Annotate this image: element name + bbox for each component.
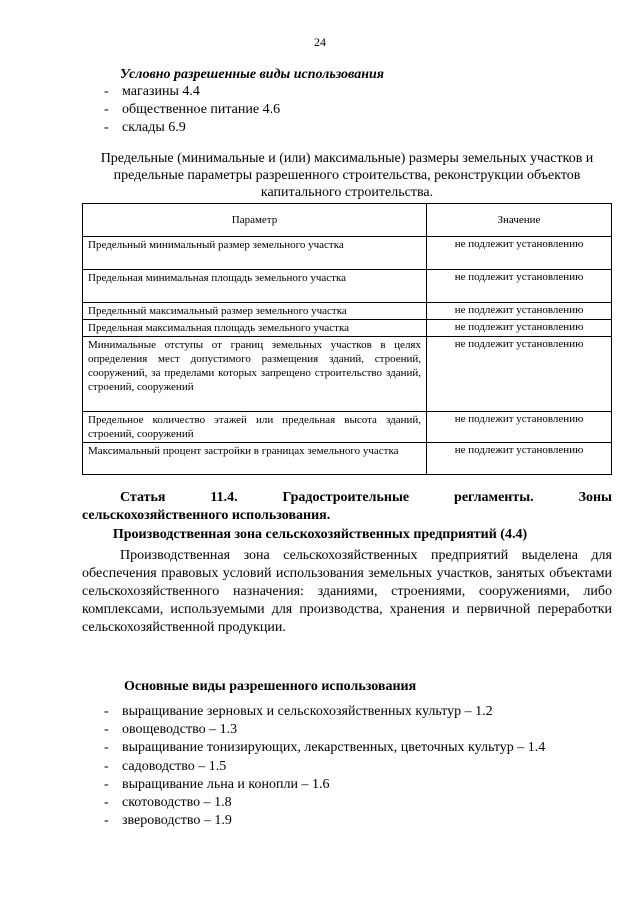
list-item [104, 758, 545, 776]
list-dash: - [104, 795, 109, 811]
main-use-list [104, 703, 545, 830]
list-item [104, 794, 545, 812]
main-use-heading: Основные виды разрешенного использования [124, 679, 417, 694]
header-parameter: Параметр [83, 204, 427, 237]
value-cell: не подлежит установлению [427, 412, 612, 443]
conditional-use-heading: Условно разрешенные виды использования [120, 67, 384, 82]
list-item-text: садоводство – 1.5 [122, 758, 227, 774]
header-value: Значение [427, 204, 612, 237]
param-cell: Предельная максимальная площадь земельного участка [83, 320, 427, 337]
list-item [104, 119, 280, 137]
zone-heading: Производственная зона сельскохозяйственных предприятий (4.4) [112, 527, 528, 542]
value-cell: не подлежит установлению [427, 443, 612, 475]
article-word: Статья [120, 490, 166, 505]
parameters-table [82, 203, 612, 475]
list-item-text: выращивание зерновых и сельскохозяйственных культур – 1.2 [122, 704, 493, 719]
value-cell: не подлежит установлению [427, 337, 612, 412]
param-cell: Минимальные отступы от границ земельных участков в целях определения мест допустимого размещения зданий, строений, сооружений, за пределами которых запрещено строительство зданий, строений, сооружений [83, 337, 427, 412]
zone-paragraph: Производственная зона сельскохозяйственных предприятий выделена для обеспечения правовых условий использования земельных участков, занятых объектами сельскохозяйственного назначения: зданиями, строениями, сооружениями, либо комплексами, используемыми для производства, хранения и первичной переработки сельскохозяйственной продукции. [82, 548, 612, 635]
list-item [104, 812, 545, 830]
list-item-text: выращивание тонизирующих, лекарственных, цветочных культур – 1.4 [122, 740, 546, 756]
list-dash: - [104, 722, 109, 738]
list-dash: - [104, 120, 109, 135]
list-item [104, 739, 545, 757]
table-caption: Предельные (минимальные и (или) максимальные) размеры земельных участков и предельные параметры разрешенного строительства, реконструкции объектов капитального строительства. [100, 151, 594, 200]
list-item-text: звероводство – 1.9 [122, 813, 232, 829]
list-item-text: скотоводство – 1.8 [122, 795, 232, 811]
list-item-text: овощеводство – 1.3 [122, 722, 238, 738]
table-row [83, 237, 612, 270]
table-row [83, 303, 612, 320]
list-dash: - [104, 740, 109, 756]
article-title-part: Градостроительные [282, 490, 410, 505]
list-item [104, 703, 545, 721]
param-cell: Предельная минимальная площадь земельного участка [83, 270, 427, 303]
table-row [83, 320, 612, 337]
table-row [83, 270, 612, 303]
article-number: 11.4. [210, 490, 238, 505]
table-row [83, 412, 612, 443]
table-row [83, 337, 612, 412]
list-item-text: магазины 4.4 [122, 84, 200, 99]
value-cell: не подлежит установлению [427, 237, 612, 270]
value-cell: не подлежит установлению [427, 270, 612, 303]
list-dash: - [104, 704, 109, 719]
list-item [104, 721, 545, 739]
conditional-use-list [104, 83, 280, 137]
list-dash: - [104, 84, 109, 99]
list-item-text: выращивание льна и конопли – 1.6 [122, 776, 330, 792]
value-cell: не подлежит установлению [427, 303, 612, 320]
list-item-text: склады 6.9 [122, 120, 186, 135]
param-cell: Предельное количество этажей или предельная высота зданий, строений, сооружений [83, 412, 427, 443]
param-cell: Предельный максимальный размер земельного участка [83, 303, 427, 320]
param-cell: Максимальный процент застройки в границах земельного участка [83, 443, 427, 475]
article-title-line2: сельскохозяйственного использования. [82, 508, 331, 523]
table-row [83, 443, 612, 475]
list-dash: - [104, 776, 109, 792]
list-dash: - [104, 102, 109, 117]
value-cell: не подлежит установлению [427, 320, 612, 337]
list-item [104, 776, 545, 794]
list-item [104, 83, 280, 101]
param-cell: Предельный минимальный размер земельного участка [83, 237, 427, 270]
article-title-part: Зоны [578, 490, 612, 505]
list-item-text: общественное питание 4.6 [122, 102, 281, 117]
list-dash: - [104, 813, 109, 829]
list-item [104, 101, 280, 119]
list-dash: - [104, 758, 109, 774]
table-header-row [83, 204, 612, 237]
article-heading [82, 489, 612, 525]
article-title-part: регламенты. [454, 490, 534, 505]
page-number: 24 [314, 35, 326, 49]
